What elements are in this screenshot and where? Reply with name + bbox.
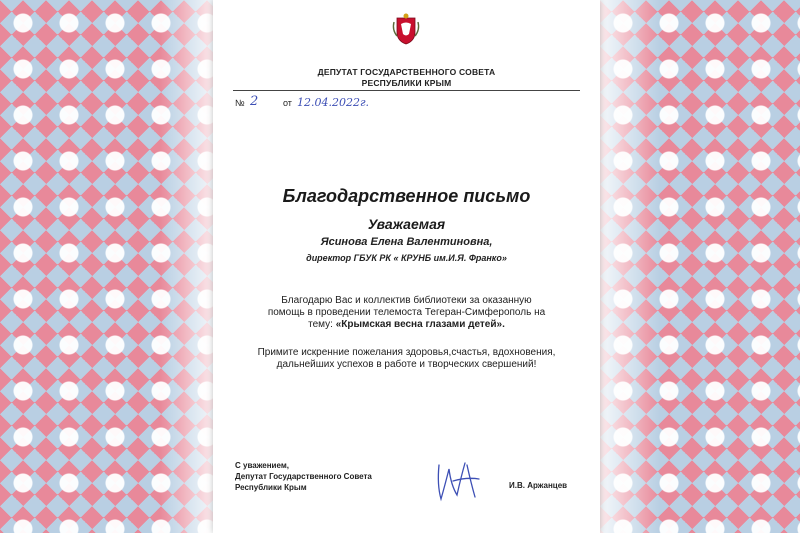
date-label: от: [283, 98, 292, 108]
body-para1-line3: [227, 319, 586, 331]
recipient-position: директор ГБУК РК « КРУНБ им.И.Я. Франко»: [306, 253, 507, 263]
body-paragraph-1: [227, 295, 586, 331]
letter-greeting: Уважаемая: [367, 216, 446, 232]
letter-title: Благодарственное письмо: [282, 186, 531, 206]
body-para1-line1: Благодарю Вас и коллектив библиотеки за оказанную: [281, 295, 532, 306]
handwritten-number: 2: [250, 94, 259, 109]
body-para1-line2: помощь в проведении телемоста Тегеран-Симферополь на: [267, 307, 546, 318]
closing-line-3: Республики Крым: [235, 483, 307, 492]
crimea-emblem-icon: [391, 12, 421, 46]
letterhead-line-1: ДЕПУТАТ ГОСУДАРСТВЕННОГО СОВЕТА: [317, 67, 496, 77]
number-label: №: [235, 98, 245, 108]
signer-name: И.В. Аржанцев: [509, 481, 568, 490]
background-fade-right: [600, 0, 660, 533]
closing-line-2: Депутат Государственного Совета: [235, 472, 372, 481]
letterhead-divider: [233, 90, 580, 91]
body-para2-line1: Примите искренние пожелания здоровья,счастья, вдохновения,: [257, 347, 556, 358]
closing-block: [235, 460, 372, 493]
letter-sheet: [213, 0, 600, 533]
event-topic: «Крымская весна глазами детей».: [335, 319, 505, 330]
recipient-name: Ясинова Елена Валентиновна,: [320, 236, 493, 248]
body-para2-line2: дальнейших успехов в работе и творческих свершений!: [276, 359, 537, 370]
handwritten-date: 12.04.2022г.: [297, 96, 370, 109]
handwritten-signature: [431, 455, 491, 505]
body-para1-prefix: тему:: [308, 319, 336, 330]
closing-line-1: С уважением,: [235, 461, 289, 470]
letterhead-line-2: РЕСПУБЛИКИ КРЫМ: [361, 78, 452, 88]
body-paragraph-2: [227, 347, 586, 371]
background-fade-left: [160, 0, 215, 533]
